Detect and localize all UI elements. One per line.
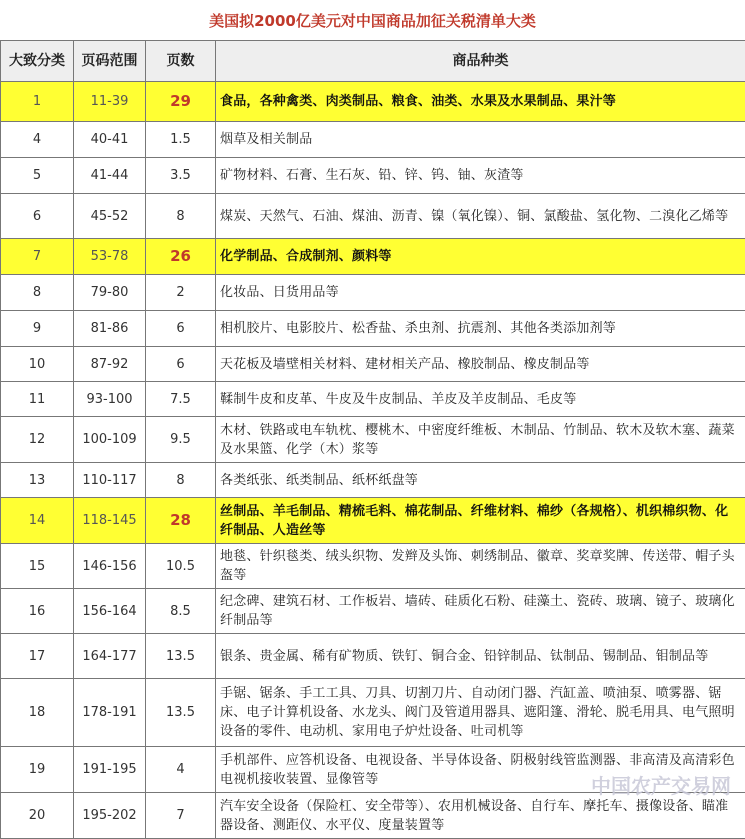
row-category: 18 [1, 679, 74, 747]
row-page-range: 146-156 [74, 544, 146, 589]
row-page-range: 164-177 [74, 634, 146, 679]
row-page-range: 156-164 [74, 589, 146, 634]
row-category: 5 [1, 158, 74, 194]
header-goods-type: 商品种类 [216, 41, 745, 82]
row-goods-type: 矿物材料、石膏、生石灰、铅、锌、钨、铀、灰渣等 [216, 158, 745, 194]
row-goods-type: 手锯、锯条、手工工具、刀具、切割刀片、自动闭门器、汽缸盖、喷油泵、喷雾器、锯床、电子计算机设备、水龙头、阀门及管道用器具、遮阳篷、滑轮、脱毛用具、电气照明设备的零件、电动机、家用电子炉灶设备、吐司机等 [216, 679, 745, 747]
watermark: 中国农产交易网 [591, 770, 731, 799]
row-page-count: 8.5 [146, 589, 216, 634]
row-page-range: 118-145 [74, 498, 146, 544]
header-page-count: 页数 [146, 41, 216, 82]
row-page-count: 8 [146, 463, 216, 498]
table-row [1, 417, 745, 463]
row-page-count: 3.5 [146, 158, 216, 194]
table-row [1, 158, 745, 194]
row-page-range: 11-39 [74, 82, 146, 122]
row-category: 19 [1, 747, 74, 793]
row-page-count: 10.5 [146, 544, 216, 589]
row-page-count: 13.5 [146, 679, 216, 747]
row-page-range: 81-86 [74, 311, 146, 347]
page-title: 美国拟2000亿美元对中国商品加征关税清单大类 [0, 0, 745, 40]
row-category: 9 [1, 311, 74, 347]
header-category: 大致分类 [1, 41, 74, 82]
row-goods-type: 木材、铁路或电车轨枕、樱桃木、中密度纤维板、木制品、竹制品、软木及软木塞、蔬菜及水果篮、化学（木）浆等 [216, 417, 745, 463]
tariff-table [0, 40, 745, 839]
row-page-count: 1.5 [146, 122, 216, 158]
row-goods-type: 鞣制牛皮和皮革、牛皮及牛皮制品、羊皮及羊皮制品、毛皮等 [216, 382, 745, 417]
header-page-range: 页码范围 [74, 41, 146, 82]
row-page-count: 2 [146, 275, 216, 311]
row-page-count: 4 [146, 747, 216, 793]
table-row [1, 82, 745, 122]
table-row [1, 463, 745, 498]
row-page-count: 29 [146, 82, 216, 122]
row-category: 6 [1, 194, 74, 239]
row-page-range: 195-202 [74, 793, 146, 839]
row-category: 17 [1, 634, 74, 679]
row-page-count: 8 [146, 194, 216, 239]
row-page-range: 93-100 [74, 382, 146, 417]
row-goods-type: 各类纸张、纸类制品、纸杯纸盘等 [216, 463, 745, 498]
row-page-count: 7 [146, 793, 216, 839]
table-header-row [1, 41, 745, 82]
row-goods-type: 化妆品、日货用品等 [216, 275, 745, 311]
table-row [1, 239, 745, 275]
table-row [1, 275, 745, 311]
row-page-range: 45-52 [74, 194, 146, 239]
row-goods-type: 食品，各种禽类、肉类制品、粮食、油类、水果及水果制品、果汁等 [216, 82, 745, 122]
table-row [1, 634, 745, 679]
row-page-range: 110-117 [74, 463, 146, 498]
row-goods-type: 手机部件、应答机设备、电视设备、半导体设备、阴极射线管监测器、非高清及高清彩色电视机接收装置、显像管等 [216, 747, 745, 793]
row-page-range: 87-92 [74, 347, 146, 382]
table-row [1, 194, 745, 239]
row-page-count: 6 [146, 347, 216, 382]
row-goods-type: 丝制品、羊毛制品、精梳毛料、棉花制品、纤维材料、棉纱（各规格）、机织棉织物、化纤制品、人造丝等 [216, 498, 745, 544]
table-row [1, 311, 745, 347]
row-page-count: 28 [146, 498, 216, 544]
table-row [1, 122, 745, 158]
row-goods-type: 相机胶片、电影胶片、松香盐、杀虫剂、抗震剂、其他各类添加剂等 [216, 311, 745, 347]
row-category: 11 [1, 382, 74, 417]
row-page-count: 9.5 [146, 417, 216, 463]
row-category: 10 [1, 347, 74, 382]
row-page-range: 53-78 [74, 239, 146, 275]
row-page-range: 79-80 [74, 275, 146, 311]
row-category: 12 [1, 417, 74, 463]
row-category: 16 [1, 589, 74, 634]
table-row [1, 544, 745, 589]
row-goods-type: 天花板及墙壁相关材料、建材相关产品、橡胶制品、橡皮制品等 [216, 347, 745, 382]
row-category: 13 [1, 463, 74, 498]
row-goods-type: 烟草及相关制品 [216, 122, 745, 158]
row-page-count: 7.5 [146, 382, 216, 417]
row-category: 14 [1, 498, 74, 544]
row-category: 8 [1, 275, 74, 311]
table-row [1, 747, 745, 793]
row-page-count: 26 [146, 239, 216, 275]
table-row [1, 679, 745, 747]
row-page-range: 178-191 [74, 679, 146, 747]
table-row [1, 382, 745, 417]
row-page-range: 40-41 [74, 122, 146, 158]
row-category: 4 [1, 122, 74, 158]
row-page-count: 13.5 [146, 634, 216, 679]
row-category: 7 [1, 239, 74, 275]
row-category: 15 [1, 544, 74, 589]
row-page-range: 191-195 [74, 747, 146, 793]
row-page-range: 100-109 [74, 417, 146, 463]
table-row [1, 793, 745, 839]
row-goods-type: 煤炭、天然气、石油、煤油、沥青、镍（氧化镍）、铜、氯酸盐、氢化物、二溴化乙烯等 [216, 194, 745, 239]
row-page-count: 6 [146, 311, 216, 347]
row-goods-type: 汽车安全设备（保险杠、安全带等）、农用机械设备、自行车、摩托车、摄像设备、瞄准器设备、测距仪、水平仪、度量装置等 [216, 793, 745, 839]
table-row [1, 347, 745, 382]
row-goods-type: 纪念碑、建筑石材、工作板岩、墙砖、硅质化石粉、硅藻土、瓷砖、玻璃、镜子、玻璃化纤制品等 [216, 589, 745, 634]
row-goods-type: 化学制品、合成制剂、颜料等 [216, 239, 745, 275]
table-row [1, 589, 745, 634]
row-category: 1 [1, 82, 74, 122]
row-category: 20 [1, 793, 74, 839]
row-goods-type: 地毯、针织毯类、绒头织物、发辫及头饰、刺绣制品、徽章、奖章奖牌、传送带、帽子头盔等 [216, 544, 745, 589]
row-goods-type: 银条、贵金属、稀有矿物质、铁钉、铜合金、铅锌制品、钛制品、锡制品、钼制品等 [216, 634, 745, 679]
row-page-range: 41-44 [74, 158, 146, 194]
table-row [1, 498, 745, 544]
